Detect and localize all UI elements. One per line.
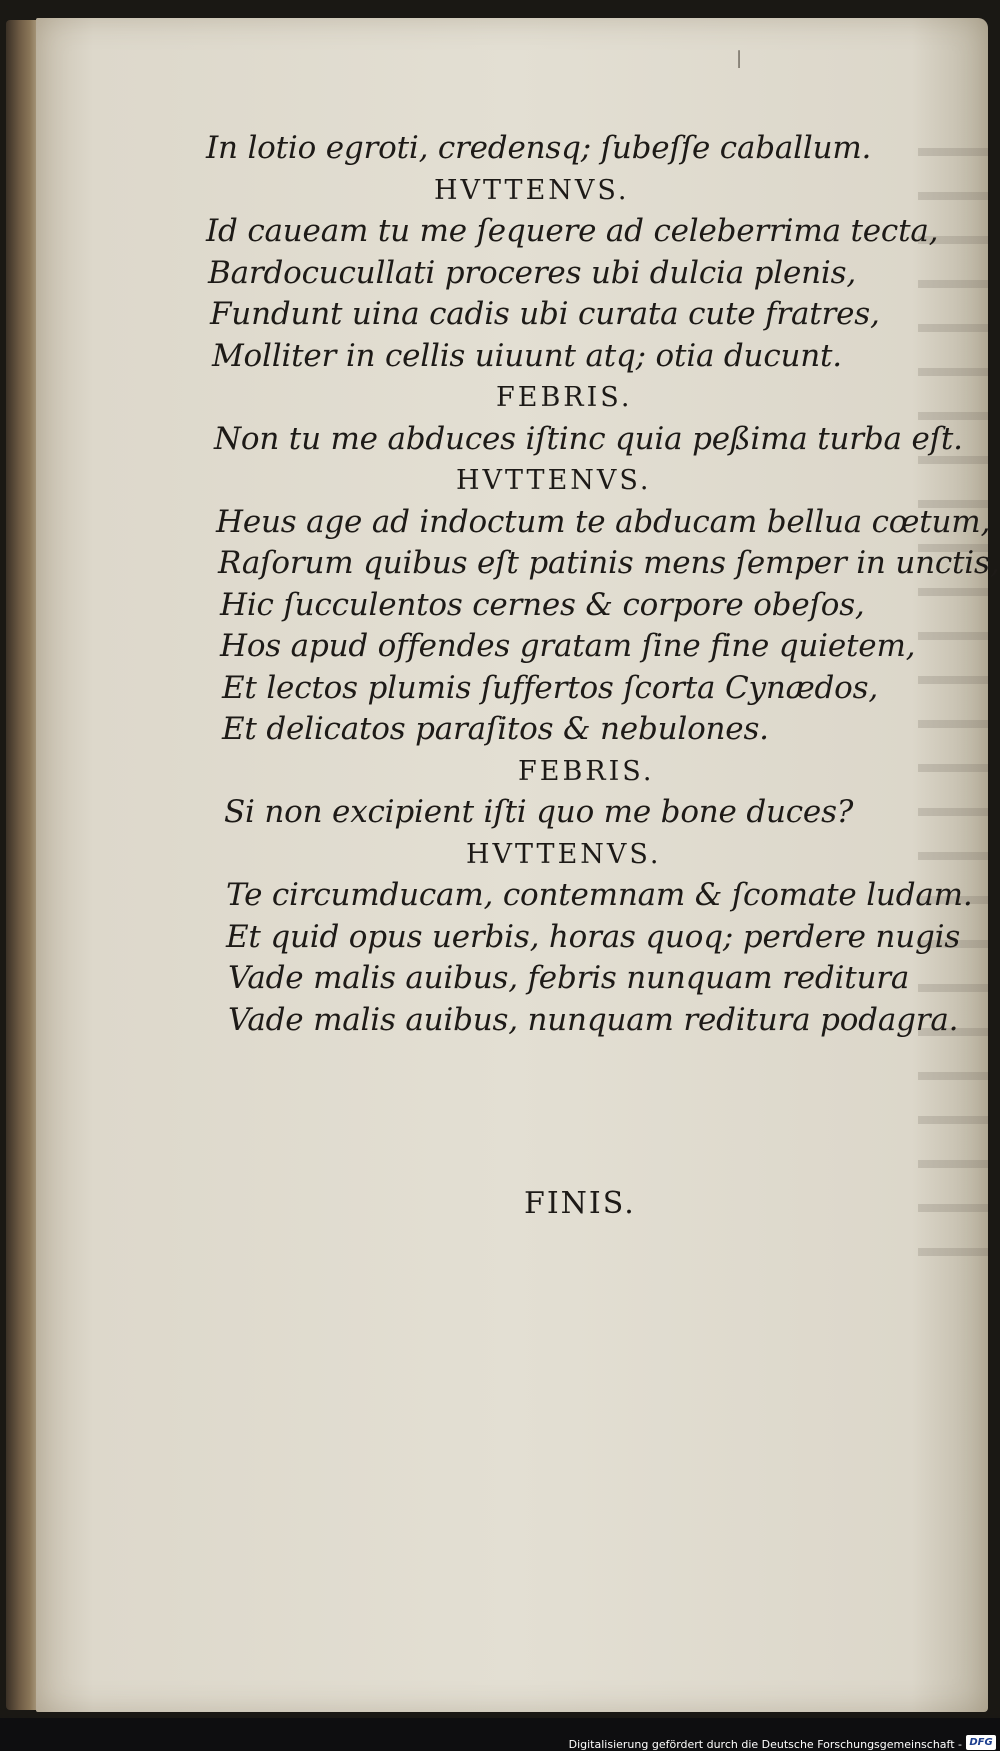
page-mark: | xyxy=(736,48,743,69)
speaker-heading: FEBRIS. xyxy=(496,382,633,413)
verse-line: Id caueam tu me ſequere ad celeberrima tecta, xyxy=(206,213,939,249)
verse-line: Raſorum quibus eſt patinis mens ſemper in unctis, xyxy=(218,545,1000,581)
dfg-logo: DFG xyxy=(966,1735,996,1750)
verse-line: In lotio egroti, credensq; ſubeſſe caballum. xyxy=(206,130,872,166)
verse-line: Vade malis auibus, febris nunquam reditura xyxy=(228,960,910,996)
verse-line: Vade malis auibus, nunquam reditura podagra. xyxy=(228,1001,959,1038)
speaker-heading: FEBRIS. xyxy=(518,755,655,787)
verse-line: Te circumducam, contemnam & ſcomate ludam. xyxy=(226,877,973,913)
verse-line: Si non excipient iſti quo me bone duces? xyxy=(224,794,854,830)
verse-line: Hos apud offendes gratam ſine fine quietem, xyxy=(220,628,916,664)
verse-line: Hic ſucculentos cernes & corpore obeſos, xyxy=(220,586,865,623)
verse-line: Bardocucullati proceres ubi dulcia plenis, xyxy=(208,254,857,291)
speaker-heading: HVTTENVS. xyxy=(434,174,630,206)
book-spine-edge xyxy=(6,20,40,1710)
verse-line: Et delicatos paraſitos & nebulones. xyxy=(222,711,769,747)
verse-line: Molliter in cellis uiuunt atq; otia ducunt. xyxy=(212,337,842,374)
verse-line: Non tu me abduces iſtinc quia peßima turba eſt. xyxy=(214,420,963,457)
verse-line: Fundunt uina cadis ubi curata cute fratres, xyxy=(210,296,880,332)
speaker-heading: HVTTENVS. xyxy=(456,465,652,496)
funding-credit: Digitalisierung gefördert durch die Deutsche Forschungsgemeinschaft - xyxy=(568,1738,962,1751)
verse-line: Et lectos plumis ſuffertos ſcorta Cynædos, xyxy=(222,669,878,706)
finis-colophon: FINIS. xyxy=(524,1186,636,1221)
verse-line: Et quid opus uerbis, horas quoq; perdere nugis xyxy=(226,918,961,955)
speaker-heading: HVTTENVS. xyxy=(466,838,662,870)
verse-line: Heus age ad indoctum te abducam bellua cœtum, xyxy=(216,503,991,540)
verse-text-block xyxy=(166,128,1000,1041)
